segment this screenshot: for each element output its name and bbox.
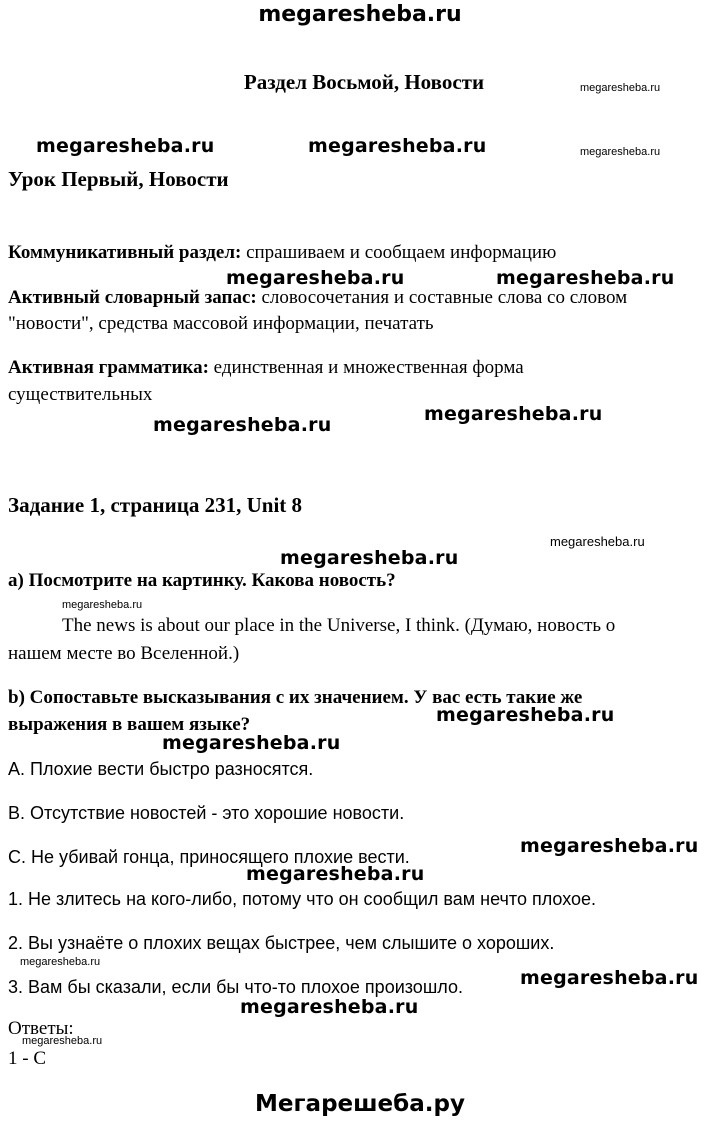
site-footer[interactable]: Мегарешеба.ру [255,1091,465,1117]
vocab-text: словосочетания и составные слова со словом [261,287,628,308]
watermark: megaresheba.ru [520,835,699,857]
watermark: megaresheba.ru [62,599,143,611]
question-b-line2: выражения в вашем языке? [8,714,251,735]
watermark: megaresheba.ru [22,1035,103,1047]
watermark: megaresheba.ru [436,704,615,726]
communicative-label: Коммуникативный раздел: [8,242,242,263]
grammar-text-line2: существительных [8,384,153,405]
watermark: megaresheba.ru [20,956,101,968]
vocab-label: Активный словарный запас: [8,287,257,308]
answer-a-line2: нашем месте во Вселенной.) [8,643,240,664]
grammar-line [8,355,524,381]
meaning-2: 2. Вы узнаёте о плохих вещах быстрее, чем слышите о хороших. [8,933,555,953]
section-title: Раздел Восьмой, Новости [243,70,485,94]
communicative-text: спрашиваем и сообщаем информацию [246,242,557,263]
question-b-line1: b) Сопоставьте высказывания с их значением. У вас есть такие же [8,687,583,708]
watermark: megaresheba.ru [153,414,332,436]
saying-b: B. Отсутствие новостей - это хорошие новости. [8,803,405,823]
saying-a: A. Плохие вести быстро разносятся. [8,759,314,779]
watermark: megaresheba.ru [424,403,603,425]
meaning-1: 1. Не злитесь на кого-либо, потому что он сообщил вам нечто плохое. [8,889,597,909]
vocab-text-line2: "новости", средства массовой информации, печатать [8,313,434,334]
watermark: megaresheba.ru [280,547,459,569]
grammar-label: Активная грамматика: [8,357,209,378]
watermark: megaresheba.ru [240,996,419,1018]
answer-a-line1: The news is about our place in the Universe, I think. (Думаю, новость о [62,615,616,636]
grammar-text: единственная и множественная форма [213,357,524,378]
communicative-line [8,240,556,266]
watermark: megaresheba.ru [308,135,487,157]
watermark: megaresheba.ru [246,863,425,885]
site-header[interactable]: megaresheba.ru [258,2,462,27]
watermark: megaresheba.ru [162,732,341,754]
watermark: megaresheba.ru [520,967,699,989]
meaning-3: 3. Вам бы сказали, если бы что-то плохое произошло. [8,977,463,997]
watermark: megaresheba.ru [580,146,661,158]
watermark: megaresheba.ru [226,267,405,289]
answer-item: 1 - C [8,1048,46,1069]
vocab-line [8,285,627,311]
question-a: a) Посмотрите на картинку. Какова новость? [8,570,396,591]
watermark: megaresheba.ru [580,82,661,94]
task-title: Задание 1, страница 231, Unit 8 [8,493,303,517]
watermark: megaresheba.ru [496,267,675,289]
saying-c: C. Не убивай гонца, приносящего плохие вести. [8,847,410,867]
watermark: megaresheba.ru [36,135,215,157]
lesson-title: Урок Первый, Новости [8,167,229,191]
watermark: megaresheba.ru [550,534,645,549]
answers-label: Ответы: [8,1018,74,1039]
